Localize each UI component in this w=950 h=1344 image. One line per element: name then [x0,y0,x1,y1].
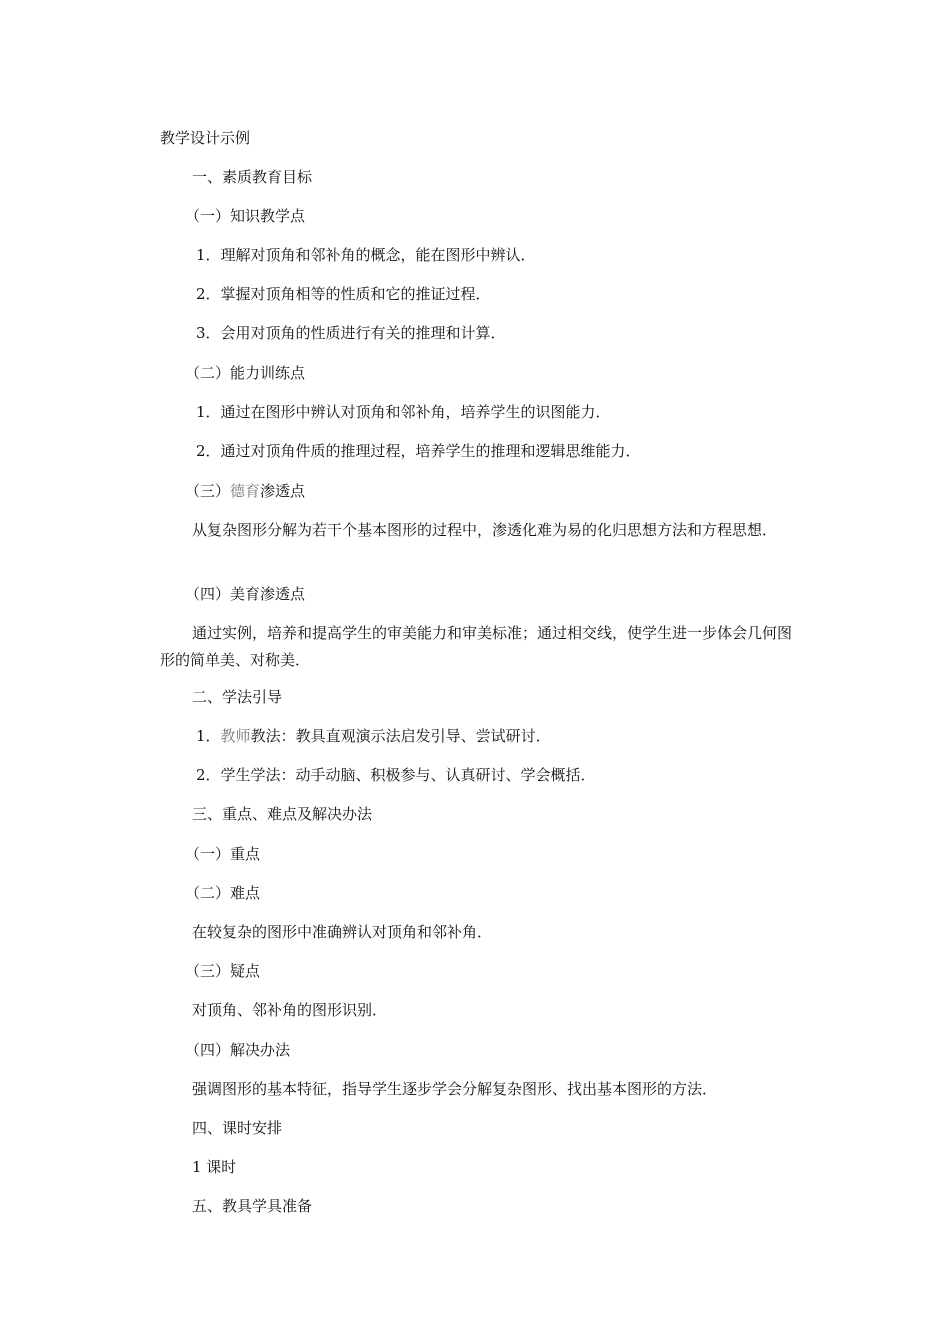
subheading-knowledge: （一）知识教学点 [185,207,306,225]
section-heading-3: 三、重点、难点及解决办法 [192,805,373,823]
subheading-ability: （二）能力训练点 [185,364,306,382]
section-heading-1: 一、素质教育目标 [192,168,313,186]
paragraph-moral: 从复杂图形分解为若干个基本图形的过程中，渗透化难为易的化归思想方法和方程思想． [192,521,778,539]
doc-title: 教学设计示例 [160,129,251,147]
subheading-moral-rest: 渗透点 [260,482,306,500]
paragraph-solution: 强调图形的基本特征，指导学生逐步学会分解复杂图形、找出基本图形的方法． [192,1080,718,1098]
subheading-doubt: （三）疑点 [185,962,261,980]
paragraph-aesthetic: 通过实例，培养和提高学生的审美能力和审美标准；通过相交线，使学生进一步体会几何图形的简单美、对称美． [160,624,793,669]
subheading-key-point: （一）重点 [185,845,261,863]
list-item: 1．通过在图形中辨认对顶角和邻补角，培养学生的识图能力． [196,403,611,421]
subheading-difficulty: （二）难点 [185,884,261,902]
subheading-moral-link: 德育 [230,482,261,500]
list-item [196,728,836,745]
list-item: 1．理解对顶角和邻补角的概念，能在图形中辨认． [196,246,536,264]
list-item-prefix: 1． [196,727,221,745]
subheading-moral [185,483,825,500]
list-item-rest: 教法：教具直观演示法启发引导、尝试研讨． [250,727,551,745]
section-heading-4: 四、课时安排 [192,1119,283,1137]
paragraph-difficulty: 在较复杂的图形中准确辨认对顶角和邻补角． [192,923,493,941]
subheading-solution: （四）解决办法 [185,1041,291,1059]
list-item: 3．会用对顶角的性质进行有关的推理和计算． [196,324,506,342]
list-item: 2．掌握对顶角相等的性质和它的推证过程． [196,285,491,303]
list-item: 2．通过对顶角件质的推理过程，培养学生的推理和逻辑思维能力． [196,442,641,460]
section-heading-2: 二、学法引导 [192,688,283,706]
paragraph-doubt: 对顶角、邻补角的图形识别． [192,1001,388,1019]
section-heading-5: 五、教具学具准备 [192,1197,313,1215]
list-item-link: 教师 [220,727,251,745]
subheading-aesthetic: （四）美育渗透点 [185,585,306,603]
list-item: 2．学生学法：动手动脑、积极参与、认真研讨、学会概括． [196,766,596,784]
subheading-moral-prefix: （三） [185,482,231,500]
paragraph-schedule: 1 课时 [192,1158,237,1176]
